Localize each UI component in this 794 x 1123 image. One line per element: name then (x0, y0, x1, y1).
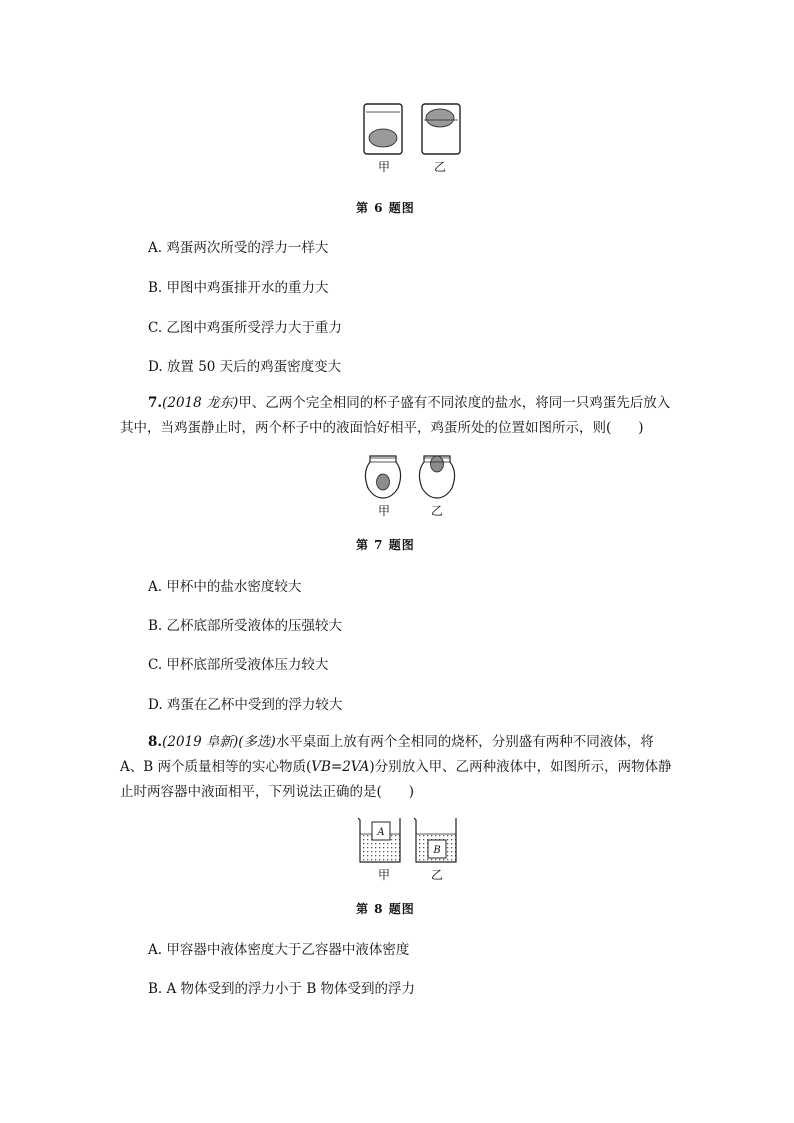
question-7-source: (2018 龙东) (162, 395, 239, 411)
figure-7-label-yi: 乙 (431, 504, 444, 518)
figure-6-drawing (358, 100, 468, 160)
q7-option-b: B. 乙杯底部所受液体的压强较大 (148, 618, 343, 634)
figure-8-block-b-label: B (433, 845, 441, 856)
question-8-text-2: )分别放入甲、乙两种液体中，如图所示，两物体静止时两容器中液面相平，下列说法正确的是( ) (120, 759, 672, 800)
q7-option-a: A. 甲杯中的盐水密度较大 (148, 579, 302, 595)
question-8 (120, 730, 680, 805)
figure-6 (358, 100, 468, 160)
q6-option-b: B. 甲图中鸡蛋排开水的重力大 (148, 280, 329, 296)
figure-7-label-jia: 甲 (378, 504, 391, 518)
figure-7-caption: 第 7 题图 (356, 538, 415, 552)
figure-8-caption: 第 8 题图 (356, 902, 415, 916)
question-8-formula: VB=2VA (311, 759, 370, 775)
figure-8-label-jia: 甲 (378, 868, 391, 882)
figure-8-block-a-label: A (377, 827, 385, 838)
figure-6-label-yi: 乙 (434, 160, 447, 174)
q6-option-d: D. 放置 50 天后的鸡蛋密度变大 (148, 359, 342, 375)
question-8-source: (2019 阜新)(多选) (162, 734, 276, 750)
q7-option-d: D. 鸡蛋在乙杯中受到的浮力较大 (148, 697, 343, 713)
q6-option-a: A. 鸡蛋两次所受的浮力一样大 (148, 240, 329, 256)
figure-8 (354, 814, 460, 866)
question-7 (120, 391, 680, 441)
question-7-number: 7. (148, 395, 163, 411)
question-7-text: 甲、乙两个完全相同的杯子盛有不同浓度的盐水，将同一只鸡蛋先后放入其中，当鸡蛋静止时，两个杯子中的液面恰好相平，鸡蛋所处的位置如图所示，则( ) (120, 395, 671, 436)
q8-option-b: B. A 物体受到的浮力小于 B 物体受到的浮力 (148, 981, 416, 997)
question-8-text-1: 水平桌面上放有两个全相同的烧杯，分别盛有两种不同液体，将 A、B 两个质量相等的实心物质( (120, 734, 654, 775)
figure-7-drawing (362, 450, 458, 500)
q8-option-a: A. 甲容器中液体密度大于乙容器中液体密度 (148, 942, 410, 958)
q6-option-c: C. 乙图中鸡蛋所受浮力大于重力 (148, 320, 342, 336)
figure-8-label-yi: 乙 (431, 868, 444, 882)
figure-8-drawing (354, 814, 460, 866)
figure-6-caption: 第 6 题图 (356, 201, 415, 215)
figure-7 (362, 450, 458, 500)
q7-option-c: C. 甲杯底部所受液体压力较大 (148, 657, 329, 673)
question-8-number: 8. (148, 734, 163, 750)
figure-6-label-jia: 甲 (378, 160, 391, 174)
